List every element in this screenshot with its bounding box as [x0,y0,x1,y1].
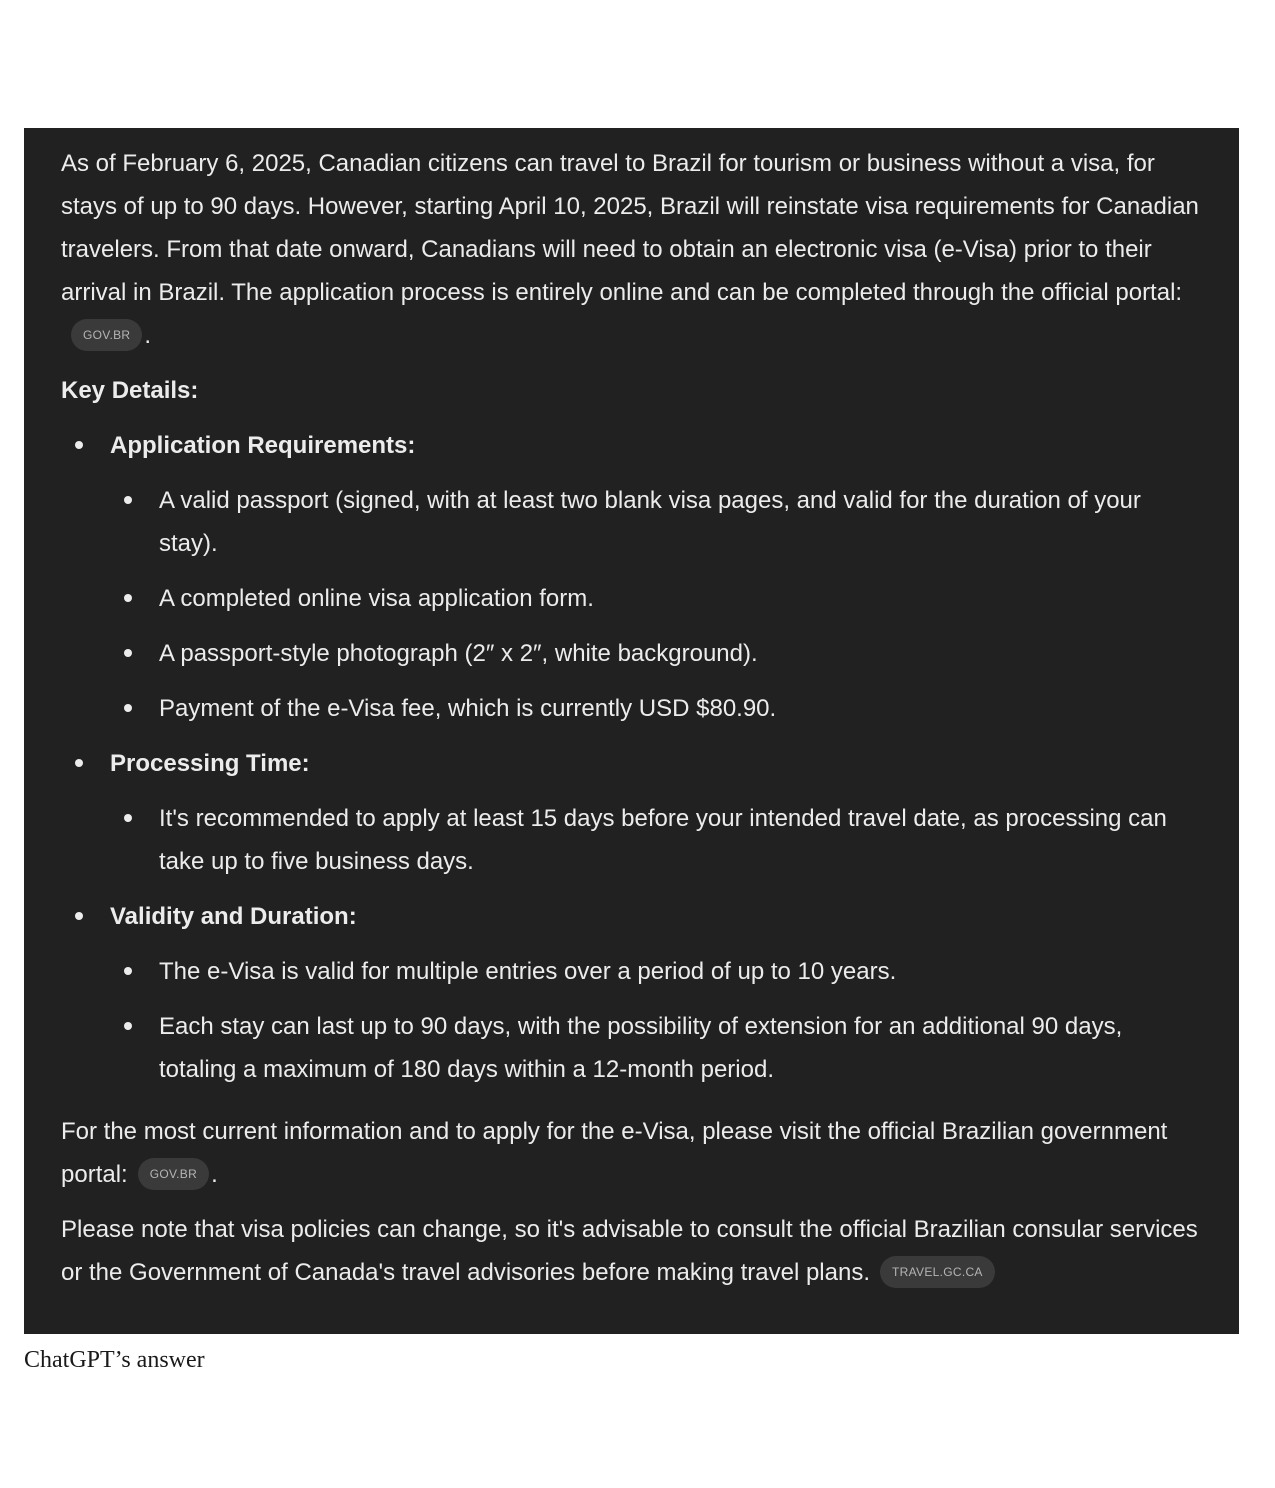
image-caption: ChatGPT’s answer [24,1347,205,1373]
bullet-icon [124,649,132,657]
section-validity-duration [61,895,1199,1091]
bullet-icon [124,704,132,712]
outro-paragraph-portal [61,1110,1199,1196]
section-title: Processing Time: [110,750,310,777]
list-item-text: Each stay can last up to 90 days, with the possibility of extension for an additional 90 days, totaling a maximum of 180 days within a 12-month period. [159,1013,1123,1083]
section-processing-time [61,742,1199,883]
bullet-icon [75,441,83,449]
source-pill-gov-br[interactable]: GOV.BR [138,1158,209,1190]
key-details-heading: Key Details: [61,377,199,404]
source-pill-travel-gc-ca[interactable]: TRAVEL.GC.CA [880,1256,995,1288]
list-item [110,797,1199,883]
list-item [110,632,1199,675]
outro-text: For the most current information and to apply for the e-Visa, please visit the official Brazilian government portal: [61,1118,1168,1188]
intro-end: . [144,322,152,349]
source-pill-gov-br[interactable]: GOV.BR [71,319,142,351]
list-item [110,950,1199,993]
list-item [110,577,1199,620]
intro-text: As of February 6, 2025, Canadian citizens can travel to Brazil for tourism or business without a visa, for stays of up to 90 days. However, starting April 10, 2025, Brazil will reinstate visa requirements for Canadian travelers. From that date onward, Canadians will need to obtain an electronic visa (e-Visa) prior to their arrival in Brazil. The application process is entirely online and can be completed through the official portal: [61,150,1199,306]
bullet-icon [124,1022,132,1030]
sections-list [61,424,1199,1091]
list-item-text: Payment of the e-Visa fee, which is currently USD $80.90. [159,695,777,722]
bullet-icon [124,496,132,504]
list-item [110,479,1199,565]
section-items [110,950,1199,1091]
list-item [110,1005,1199,1091]
outro-text: Please note that visa policies can change, so it's advisable to consult the official Brazilian consular services or the Government of Canada's travel advisories before making travel plans. [61,1216,1198,1286]
section-items [110,479,1199,730]
section-items [110,797,1199,883]
list-item-text: A passport-style photograph (2″ x 2″, white background). [159,640,758,667]
list-item-text: A completed online visa application form. [159,585,594,612]
bullet-icon [124,967,132,975]
bullet-icon [75,912,83,920]
outro-end: . [211,1161,218,1188]
list-item-text: The e-Visa is valid for multiple entries over a period of up to 10 years. [159,958,897,985]
bullet-icon [75,759,83,767]
section-title: Application Requirements: [110,432,416,459]
section-title: Validity and Duration: [110,903,357,930]
bullet-icon [124,594,132,602]
bullet-icon [124,814,132,822]
section-application-requirements [61,424,1199,730]
outro-paragraph-advisory [61,1208,1199,1294]
list-item-text: It's recommended to apply at least 15 days before your intended travel date, as processing can take up to five business days. [159,805,1167,875]
list-item [110,687,1199,730]
list-item-text: A valid passport (signed, with at least two blank visa pages, and valid for the duration of your stay). [159,487,1141,557]
intro-paragraph [61,142,1199,357]
chatgpt-answer-panel [24,128,1239,1334]
